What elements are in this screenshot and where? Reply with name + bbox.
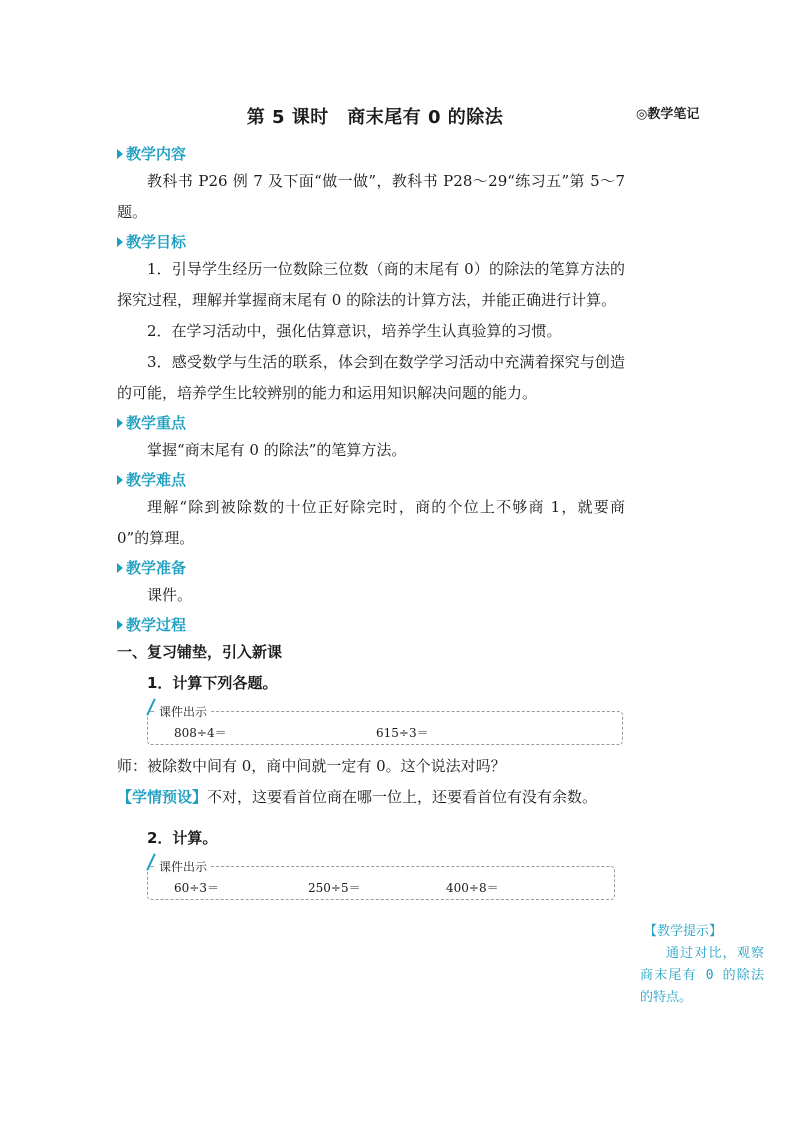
section-heading-goals: 教学目标	[117, 230, 625, 254]
problem: 615÷3＝	[376, 726, 429, 740]
problem: 808÷4＝	[174, 726, 227, 740]
teaching-tip-text: 通过对比，观察商末尾有 0 的除法的特点。	[640, 946, 764, 1005]
problem: 400÷8＝	[446, 881, 499, 895]
preset-tag: 【学情预设】	[117, 788, 208, 806]
process-part-title: 一、复习铺垫，引入新课	[117, 643, 283, 661]
triangle-bullet-icon	[117, 475, 123, 485]
triangle-bullet-icon	[117, 237, 123, 247]
lesson-content	[117, 140, 625, 906]
difficulties-text: 理解“除到被除数的十位正好除完时，商的个位上不够商 1，就要商 0”的算理。	[117, 498, 625, 547]
section-heading-content: 教学内容	[117, 142, 625, 166]
key-points-text: 掌握“商末尾有 0 的除法”的笔算方法。	[147, 441, 407, 459]
section-heading-preparation: 教学准备	[117, 556, 625, 580]
teacher-question: 师：被除数中间有 0，商中间就一定有 0。这个说法对吗？	[117, 757, 506, 775]
step-title: 1．计算下列各题。	[147, 674, 278, 692]
lesson-title: 第 5 课时 商末尾有 0 的除法	[246, 107, 504, 128]
courseware-label: 课件出示	[156, 703, 210, 720]
student-preset: 【学情预设】不对，这要看首位商在哪一位上，还要看首位有没有余数。	[117, 788, 598, 806]
slash-icon	[146, 698, 155, 715]
slash-icon	[146, 853, 155, 870]
goal-item: 2．在学习活动中，强化估算意识，培养学生认真验算的习惯。	[147, 322, 562, 340]
goal-item: 1．引导学生经历一位数除三位数（商的末尾有 0）的除法的笔算方法的探究过程，理解并掌握商末尾有 0 的除法的计算方法，并能正确进行计算。	[117, 260, 625, 309]
teaching-notes-label: ◎教学笔记	[636, 107, 700, 122]
triangle-bullet-icon	[117, 620, 123, 630]
teaching-tip	[640, 921, 764, 1009]
teaching-tip-title: 【教学提示】	[644, 924, 723, 939]
step-title: 2．计算。	[147, 829, 218, 847]
triangle-bullet-icon	[117, 418, 123, 428]
content-text: 教科书 P26 例 7 及下面“做一做”，教科书 P28～29“练习五”第 5～7 题。	[117, 172, 625, 221]
problem: 60÷3＝	[174, 881, 219, 895]
problem: 250÷5＝	[308, 881, 361, 895]
preparation-text: 课件。	[147, 586, 193, 604]
section-heading-key-points: 教学重点	[117, 411, 625, 435]
section-heading-difficulties: 教学难点	[117, 468, 625, 492]
goal-item: 3．感受数学与生活的联系，体会到在数学学习活动中充满着探究与创造的可能，培养学生比较辨别的能力和运用知识解决问题的能力。	[117, 353, 625, 402]
courseware-box	[147, 860, 615, 900]
triangle-bullet-icon	[117, 563, 123, 573]
triangle-bullet-icon	[117, 149, 123, 159]
courseware-label: 课件出示	[156, 858, 210, 875]
courseware-box	[147, 705, 623, 745]
section-heading-process: 教学过程	[117, 613, 625, 637]
